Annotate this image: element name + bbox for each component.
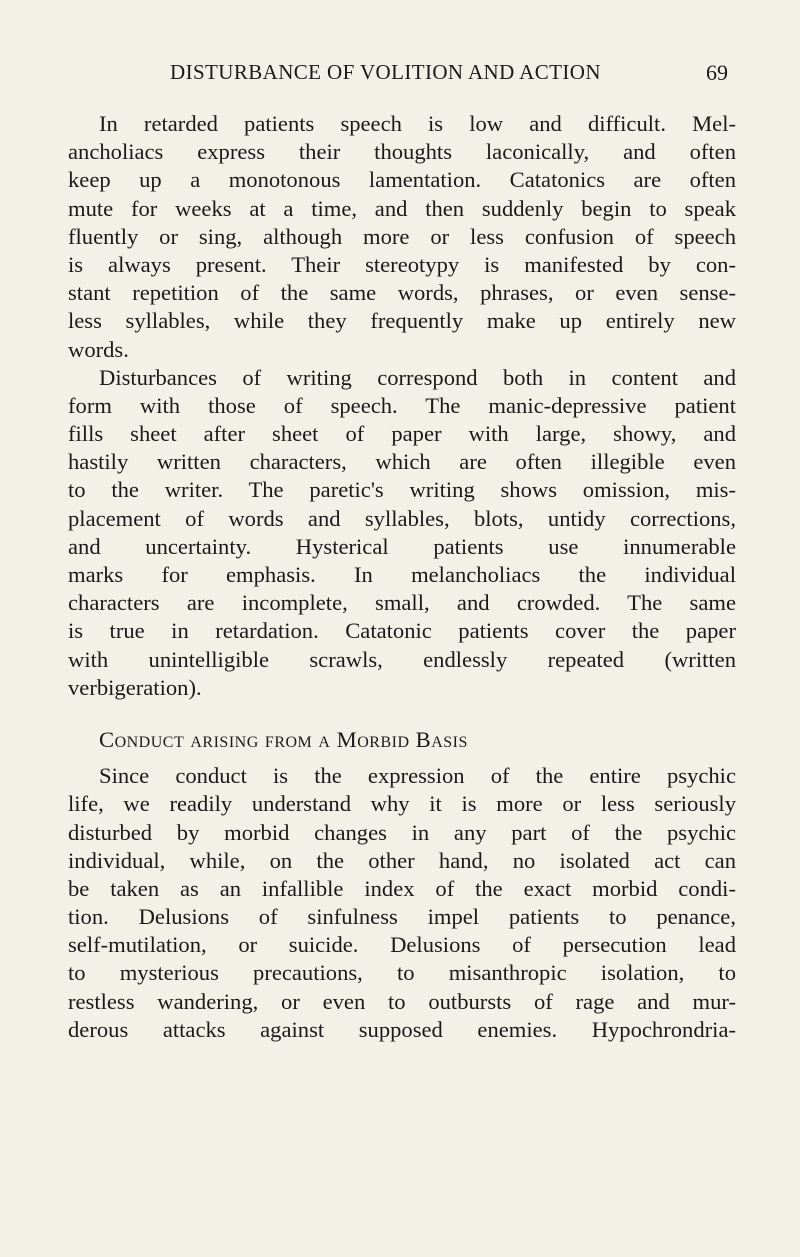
text-line: individual, while, on the other hand, no isolated act can	[68, 847, 736, 873]
section-heading: Conduct arising from a Morbid Basis	[99, 726, 468, 752]
text-line: verbigeration).	[68, 674, 202, 700]
text-line: to the writer. The paretic's writing shows omission, mis-	[68, 477, 736, 503]
text-line: with unintelligible scrawls, endlessly repeated (written	[68, 646, 736, 672]
text-line: Since conduct is the expression of the entire psychic	[99, 763, 736, 789]
text-line: disturbed by morbid changes in any part of the psychic	[68, 819, 736, 845]
text-line: In retarded patients speech is low and difficult. Mel-	[99, 111, 736, 136]
text-line: words.	[68, 336, 129, 362]
text-line: hastily written characters, which are often illegible even	[68, 449, 736, 475]
text-line: fills sheet after sheet of paper with large, showy, and	[68, 421, 736, 447]
text-line: characters are incomplete, small, and crowded. The same	[68, 590, 736, 616]
text-line: derous attacks against supposed enemies. Hypochrondria-	[68, 1016, 736, 1042]
paragraph	[68, 762, 736, 1044]
text-line: placement of words and syllables, blots, untidy corrections,	[68, 505, 736, 531]
text-line: ancholiacs express their thoughts laconically, and often	[68, 139, 736, 165]
paragraph	[68, 364, 736, 702]
paragraph	[68, 110, 736, 364]
text-line: is true in retardation. Catatonic patients cover the paper	[68, 618, 736, 644]
body-text	[68, 110, 736, 1044]
text-line: keep up a monotonous lamentation. Catatonics are often	[68, 167, 736, 193]
text-line: to mysterious precautions, to misanthropic isolation, to	[68, 960, 736, 986]
text-line: Disturbances of writing correspond both in content and	[99, 364, 736, 390]
text-line: life, we readily understand why it is more or less seriously	[68, 791, 736, 817]
text-line: less syllables, while they frequently make up entirely new	[68, 308, 736, 334]
text-line: tion. Delusions of sinfulness impel patients to penance,	[68, 904, 736, 930]
text-line: stant repetition of the same words, phrases, or even sense-	[68, 280, 736, 306]
page-number: 69	[706, 60, 728, 85]
text-line: be taken as an infallible index of the exact morbid condi-	[68, 875, 736, 901]
text-line: marks for emphasis. In melancholiacs the individual	[68, 562, 736, 587]
text-line: mute for weeks at a time, and then suddenly begin to speak	[68, 195, 736, 221]
text-line: self-mutilation, or suicide. Delusions of persecution lead	[68, 932, 736, 958]
text-line: form with those of speech. The manic-depressive patient	[68, 392, 736, 418]
text-line: is always present. Their stereotypy is manifested by con-	[68, 251, 736, 277]
text-line: restless wandering, or even to outbursts of rage and mur-	[68, 988, 736, 1014]
text-line: fluently or sing, although more or less confusion of speech	[68, 223, 736, 249]
text-line: and uncertainty. Hysterical patients use innumerable	[68, 533, 736, 559]
running-head: DISTURBANCE OF VOLITION AND ACTION	[170, 60, 601, 84]
